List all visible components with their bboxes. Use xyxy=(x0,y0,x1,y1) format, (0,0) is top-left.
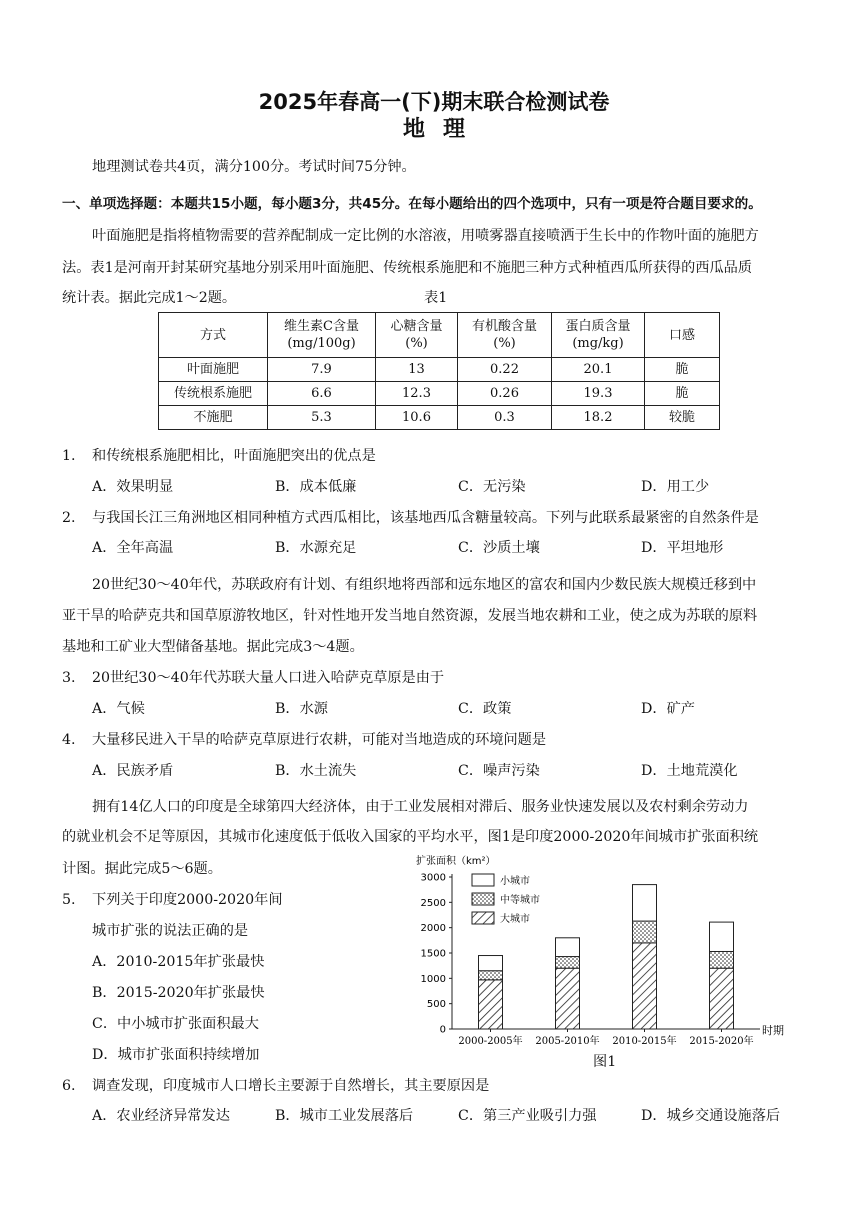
urban-expansion-chart xyxy=(410,852,784,1072)
question-1-option-a[interactable]: A．效果明显 xyxy=(92,479,174,495)
question-3-number: 3. xyxy=(62,670,76,686)
bar-segment xyxy=(710,922,734,951)
table-header-cell: 蛋白质含量 (mg/kg) xyxy=(552,313,645,358)
question-5-option-b[interactable]: B．2015-2020年扩张最快 xyxy=(92,985,265,1001)
page-title: 2025年春高一(下)期末联合检测试卷 xyxy=(258,90,610,114)
table-cell: 传统根系施肥 xyxy=(159,382,268,406)
passage-1-line-3: 统计表。据此完成1～2题。 xyxy=(62,290,237,306)
question-3-option-b[interactable]: B．水源 xyxy=(275,701,328,717)
table-cell: 18.2 xyxy=(552,406,645,430)
x-axis-label: 时期 xyxy=(762,1024,784,1037)
x-tick-label: 2005-2010年 xyxy=(535,1036,600,1047)
question-6-option-d[interactable]: D．城乡交通设施落后 xyxy=(641,1108,781,1124)
question-5-stem-line-1: 下列关于印度2000-2020年间 xyxy=(92,892,283,908)
table-cell: 脆 xyxy=(645,382,720,406)
y-tick-label: 1500 xyxy=(420,948,446,960)
bar-segment xyxy=(633,885,657,921)
y-tick-label: 500 xyxy=(426,999,446,1011)
table-cell: 10.6 xyxy=(376,406,458,430)
y-tick-label: 2500 xyxy=(420,897,446,909)
table-cell: 不施肥 xyxy=(159,406,268,430)
table-cell: 13 xyxy=(376,358,458,382)
question-4-option-b[interactable]: B．水土流失 xyxy=(275,763,357,779)
section-heading: 一、单项选择题：本题共15小题，每小题3分，共45分。在每小题给出的四个选项中，只有一项是符合题目要求的。 xyxy=(62,196,762,212)
passage-2-line-3: 基地和工矿业大型储备基地。据此完成3～4题。 xyxy=(62,639,364,655)
table-cell: 0.22 xyxy=(458,358,552,382)
question-3-option-d[interactable]: D．矿产 xyxy=(641,701,695,717)
question-3-option-a[interactable]: A．气候 xyxy=(92,701,145,717)
bar-segment xyxy=(556,957,580,969)
bar-segment xyxy=(479,980,503,1029)
table-row xyxy=(159,406,720,430)
legend-label: 中等城市 xyxy=(500,895,540,906)
table-header-cell: 口感 xyxy=(645,313,720,358)
bar-segment xyxy=(556,968,580,1029)
question-4-option-c[interactable]: C．噪声污染 xyxy=(458,763,540,779)
table-cell: 20.1 xyxy=(552,358,645,382)
y-axis-label: 扩张面积（km²） xyxy=(416,856,496,867)
table-header-row xyxy=(159,313,720,358)
question-2-option-c[interactable]: C．沙质土壤 xyxy=(458,540,540,556)
table-cell: 脆 xyxy=(645,358,720,382)
table-header-cell: 心糖含量 (%) xyxy=(376,313,458,358)
question-5-number: 5. xyxy=(62,892,76,908)
passage-1-line-1: 叶面施肥是指将植物需要的营养配制成一定比例的水溶液，用喷雾器直接喷洒于生长中的作物叶面的施肥方 xyxy=(92,228,759,244)
question-2-option-b[interactable]: B．水源充足 xyxy=(275,540,357,556)
x-tick-label: 2000-2005年 xyxy=(458,1036,523,1047)
question-5-option-d[interactable]: D．城市扩张面积持续增加 xyxy=(92,1047,260,1063)
question-4-number: 4. xyxy=(62,732,76,748)
legend-label: 小城市 xyxy=(500,876,530,887)
question-6-number: 6. xyxy=(62,1078,76,1094)
question-5-stem-line-2: 城市扩张的说法正确的是 xyxy=(92,923,249,939)
bar-segment xyxy=(479,971,503,980)
table-cell: 5.3 xyxy=(268,406,376,430)
question-6-stem: 调查发现，印度城市人口增长主要源于自然增长，其主要原因是 xyxy=(92,1078,490,1094)
passage-3-line-1: 拥有14亿人口的印度是全球第四大经济体，由于工业发展相对滞后、服务业快速发展以及农村剩余劳动力 xyxy=(92,799,749,815)
table-cell: 叶面施肥 xyxy=(159,358,268,382)
table-header-cell: 方式 xyxy=(159,313,268,358)
table-header-cell: 有机酸含量 (%) xyxy=(458,313,552,358)
question-4-option-d[interactable]: D．土地荒漠化 xyxy=(641,763,738,779)
table-cell: 12.3 xyxy=(376,382,458,406)
bar-segment xyxy=(556,938,580,957)
passage-3-line-2: 的就业机会不足等原因，其城市化速度低于低收入国家的平均水平，图1是印度2000-2020年间城市扩张面积统 xyxy=(62,829,759,845)
question-2-number: 2. xyxy=(62,510,76,526)
table-cell: 6.6 xyxy=(268,382,376,406)
passage-2-line-1: 20世纪30～40年代，苏联政府有计划、有组织地将西部和远东地区的富农和国内少数民族大规模迁移到中 xyxy=(92,577,757,593)
question-6-option-c[interactable]: C．第三产业吸引力强 xyxy=(458,1108,597,1124)
question-5-option-a[interactable]: A．2010-2015年扩张最快 xyxy=(92,954,265,970)
table-header-cell: 维生素C含量 (mg/100g) xyxy=(268,313,376,358)
table-cell: 19.3 xyxy=(552,382,645,406)
bar-segment xyxy=(633,943,657,1029)
question-3-stem: 20世纪30～40年代苏联大量人口进入哈萨克草原是由于 xyxy=(92,670,445,686)
question-3-option-c[interactable]: C．政策 xyxy=(458,701,512,717)
subject-title: 地理 xyxy=(402,117,483,142)
bar-segment xyxy=(710,968,734,1029)
exam-intro: 地理测试卷共4页，满分100分。考试时间75分钟。 xyxy=(92,159,416,175)
question-4-option-a[interactable]: A．民族矛盾 xyxy=(92,763,174,779)
table-row xyxy=(159,358,720,382)
question-1-option-d[interactable]: D．用工少 xyxy=(641,479,710,495)
legend-label: 大城市 xyxy=(500,914,530,925)
question-2-stem: 与我国长江三角洲地区相同种植方式西瓜相比，该基地西瓜含糖量较高。下列与此联系最紧密的自然条件是 xyxy=(92,510,759,526)
question-6-option-b[interactable]: B．城市工业发展落后 xyxy=(275,1108,414,1124)
table-row xyxy=(159,382,720,406)
table-cell: 0.3 xyxy=(458,406,552,430)
legend-swatch xyxy=(472,893,494,905)
table-cell: 较脆 xyxy=(645,406,720,430)
x-tick-label: 2015-2020年 xyxy=(689,1036,754,1047)
x-tick-label: 2010-2015年 xyxy=(612,1036,677,1047)
figure-caption: 图1 xyxy=(593,1054,617,1070)
bar-segment xyxy=(710,951,734,968)
bar-segment xyxy=(633,921,657,943)
y-tick-label: 0 xyxy=(439,1024,446,1036)
passage-3-line-3: 计图。据此完成5～6题。 xyxy=(62,861,222,877)
data-table xyxy=(158,312,720,430)
question-2-option-d[interactable]: D．平坦地形 xyxy=(641,540,724,556)
question-1-option-b[interactable]: B．成本低廉 xyxy=(275,479,357,495)
passage-2-line-2: 亚干旱的哈萨克共和国草原游牧地区，针对性地开发当地自然资源，发展当地农耕和工业，使之成为苏联的原料 xyxy=(62,608,758,624)
y-tick-label: 3000 xyxy=(420,872,446,884)
y-tick-label: 1000 xyxy=(420,973,446,985)
bar-segment xyxy=(479,956,503,971)
question-6-option-a[interactable]: A．农业经济异常发达 xyxy=(92,1108,230,1124)
table-cell: 7.9 xyxy=(268,358,376,382)
question-4-stem: 大量移民进入干旱的哈萨克草原进行农耕，可能对当地造成的环境问题是 xyxy=(92,732,547,748)
table-cell: 0.26 xyxy=(458,382,552,406)
table-caption: 表1 xyxy=(424,290,448,306)
legend-swatch xyxy=(472,874,494,886)
y-tick-label: 2000 xyxy=(420,923,446,935)
question-1-option-c[interactable]: C．无污染 xyxy=(458,479,526,495)
question-2-option-a[interactable]: A．全年高温 xyxy=(92,540,174,556)
passage-1-line-2: 法。表1是河南开封某研究基地分别采用叶面施肥、传统根系施肥和不施肥三种方式种植西瓜所获得的西瓜品质 xyxy=(62,260,753,276)
question-1-number: 1. xyxy=(62,448,76,464)
question-5-option-c[interactable]: C．中小城市扩张面积最大 xyxy=(92,1016,259,1032)
question-1-stem: 和传统根系施肥相比，叶面施肥突出的优点是 xyxy=(92,448,376,464)
legend-swatch xyxy=(472,912,494,924)
